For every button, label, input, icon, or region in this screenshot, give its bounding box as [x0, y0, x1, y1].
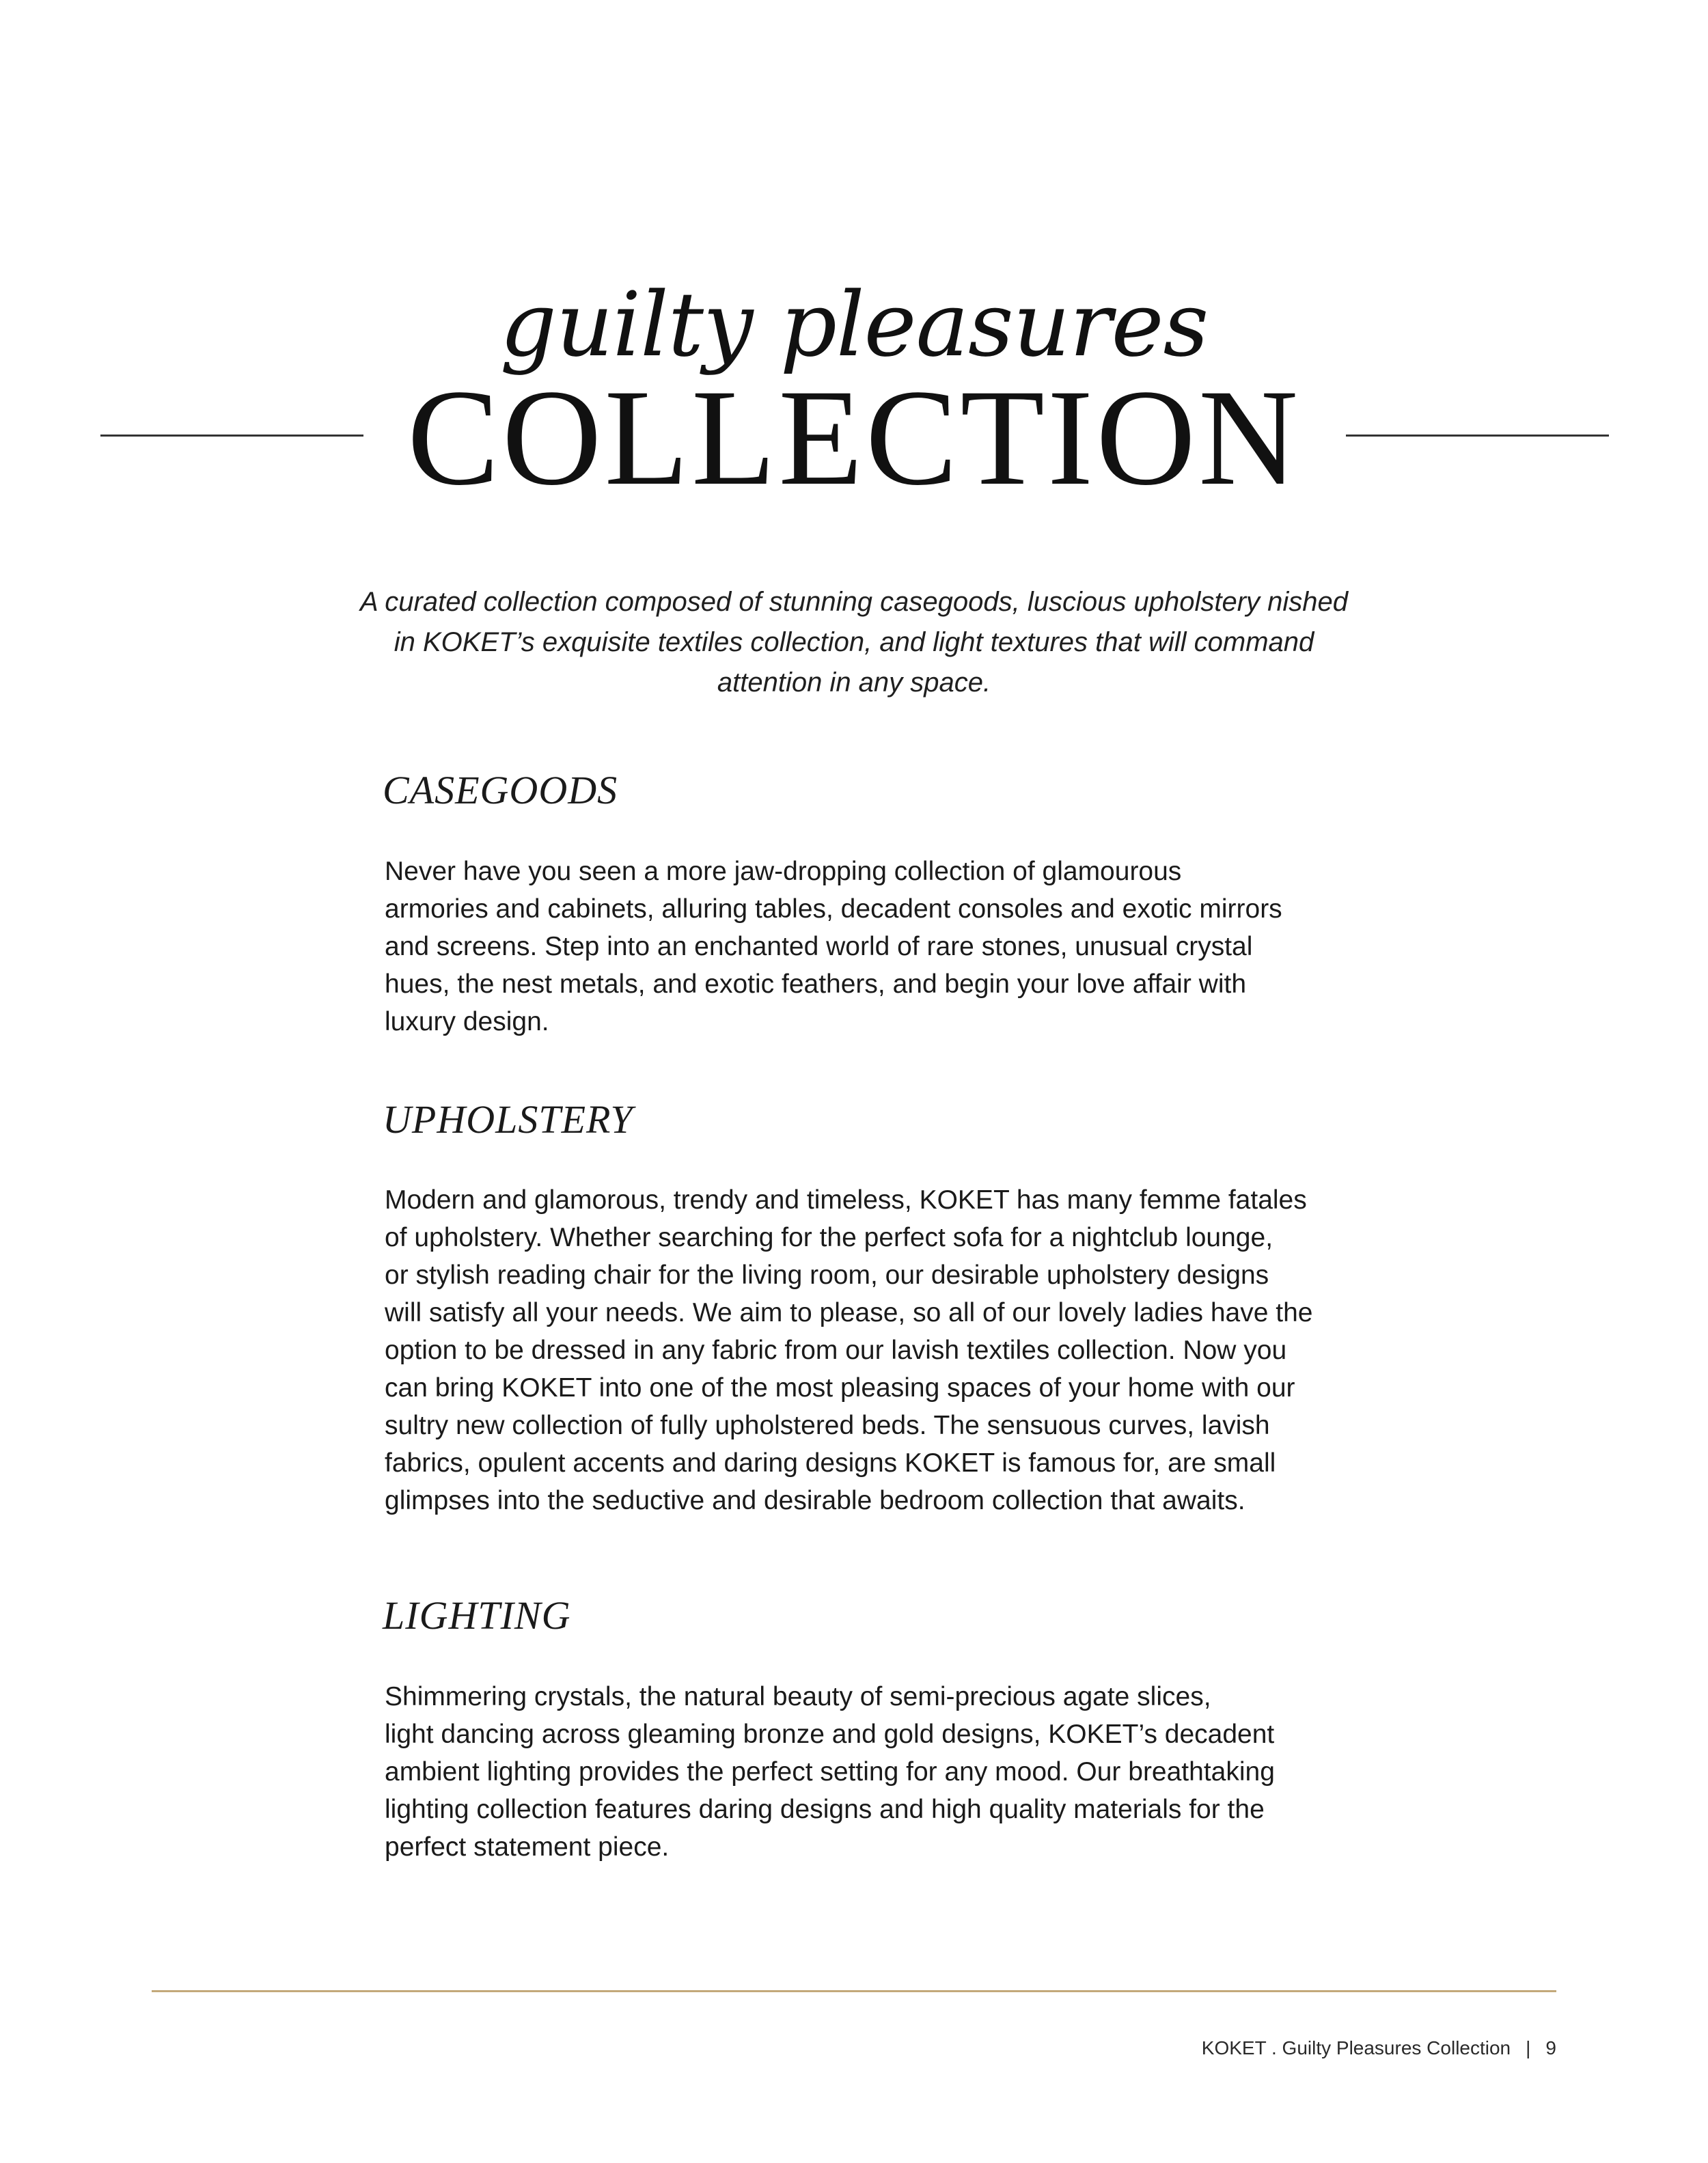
upholstery-body — [385, 1181, 1341, 1519]
title-script: guilty pleasures — [499, 273, 1209, 376]
rule-right — [1346, 435, 1609, 437]
footer-separator: | — [1526, 2037, 1531, 2058]
page-number: 9 — [1545, 2037, 1556, 2058]
body-line: fabrics, opulent accents and daring designs KOKET is famous for, are small — [385, 1448, 1276, 1478]
body-line: lighting collection features daring designs and high quality materials for the — [385, 1795, 1265, 1824]
intro-line: A curated collection composed of stunning casegoods, luscious upholstery nished — [359, 587, 1349, 617]
body-line: ambient lighting provides the perfect setting for any mood. Our breathtaking — [385, 1757, 1275, 1787]
bottom-rule — [152, 1990, 1556, 1992]
body-line: Modern and glamorous, trendy and timeless, KOKET has many femme fatales — [385, 1185, 1307, 1215]
upholstery-heading: UPHOLSTERY — [383, 1097, 633, 1142]
body-line: sultry new collection of fully upholstered beds. The sensuous curves, lavish — [385, 1411, 1270, 1440]
title-main: COLLECTION — [407, 361, 1301, 514]
body-line: light dancing across gleaming bronze and gold designs, KOKET’s decadent — [385, 1720, 1275, 1749]
casegoods-body — [385, 853, 1341, 1041]
intro-paragraph — [355, 582, 1353, 703]
page-footer — [1202, 2035, 1556, 2062]
body-line: can bring KOKET into one of the most pleasing spaces of your home with our — [385, 1373, 1295, 1403]
body-line: armories and cabinets, alluring tables, decadent consoles and exotic mirrors — [385, 894, 1282, 924]
body-line: option to be dressed in any fabric from our lavish textiles collection. Now you — [385, 1336, 1287, 1365]
body-line: Shimmering crystals, the natural beauty of semi-precious agate slices, — [385, 1682, 1211, 1711]
body-line: glimpses into the seductive and desirable bedroom collection that awaits. — [385, 1486, 1245, 1515]
body-line: perfect statement piece. — [385, 1832, 670, 1862]
intro-line: attention in any space. — [717, 667, 991, 698]
body-line: or stylish reading chair for the living room, our desirable upholstery designs — [385, 1260, 1269, 1290]
body-line: and screens. Step into an enchanted world of rare stones, unusual crystal — [385, 932, 1253, 961]
lighting-heading: LIGHTING — [383, 1593, 571, 1638]
body-line: Never have you seen a more jaw-dropping collection of glamourous — [385, 857, 1182, 886]
intro-line: in KOKET’s exquisite textiles collection, and light textures that will command — [394, 627, 1314, 657]
body-line: hues, the nest metals, and exotic feathers, and begin your love affair with — [385, 969, 1247, 999]
casegoods-heading: CASEGOODS — [383, 768, 618, 812]
lighting-body — [385, 1678, 1341, 1866]
body-line: of upholstery. Whether searching for the perfect sofa for a nightclub lounge, — [385, 1223, 1273, 1252]
body-line: will satisfy all your needs. We aim to please, so all of our lovely ladies have the — [385, 1298, 1313, 1327]
footer-text: KOKET . Guilty Pleasures Collection — [1201, 2037, 1511, 2058]
body-line: luxury design. — [385, 1007, 549, 1036]
